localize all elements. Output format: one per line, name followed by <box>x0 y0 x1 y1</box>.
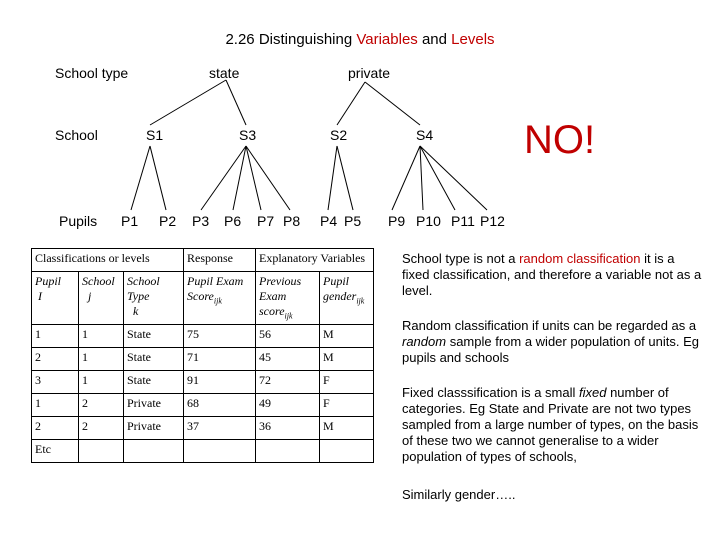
school-header-label: School <box>82 274 115 288</box>
private-node: private <box>348 65 391 81</box>
table-sub-header-row <box>32 272 374 325</box>
pupils-row-label: Pupils <box>59 213 98 229</box>
note2-italic: random <box>402 334 447 349</box>
table-cell: 75 <box>184 325 256 348</box>
note2-text-a: Random classification if units can be regarded as a <box>402 318 697 333</box>
school-type-header-index: k <box>133 304 139 318</box>
gender-header <box>320 272 374 325</box>
table-cell: 49 <box>256 394 320 417</box>
table-cell: State <box>124 325 184 348</box>
exam-score-header-subscript: ijk <box>213 296 222 306</box>
table-cell: State <box>124 371 184 394</box>
table-cell: 2 <box>32 348 79 371</box>
classifications-header: Classifications or levels <box>32 249 184 272</box>
pupil-node: P8 <box>283 213 301 229</box>
school-type-row-label: School type <box>55 65 129 81</box>
table-row <box>32 417 374 440</box>
state-node: state <box>209 65 240 81</box>
pupil-node: P12 <box>480 213 505 229</box>
title-and: and <box>417 31 452 48</box>
table-row <box>32 325 374 348</box>
note3-italic: fixed <box>579 385 607 400</box>
pupil-node: P3 <box>192 213 210 229</box>
table-cell <box>256 440 320 463</box>
no-exclamation: NO! <box>524 118 596 162</box>
pupil-node: P1 <box>121 213 139 229</box>
table-cell: 1 <box>32 394 79 417</box>
pupil-node: P10 <box>416 213 441 229</box>
table-cell: 3 <box>32 371 79 394</box>
table-cell: M <box>320 348 374 371</box>
table-row <box>32 348 374 371</box>
pupil-node: P2 <box>159 213 177 229</box>
note-fixed-classification <box>402 385 702 465</box>
table-cell: 37 <box>184 417 256 440</box>
table-cell <box>124 440 184 463</box>
school-type-header <box>124 272 184 325</box>
school-node-s2: S2 <box>330 127 348 143</box>
pupil-node: P5 <box>344 213 362 229</box>
table-cell: 71 <box>184 348 256 371</box>
pupil-node: P7 <box>257 213 275 229</box>
table-cell <box>320 440 374 463</box>
table-cell: Private <box>124 394 184 417</box>
table-cell: F <box>320 394 374 417</box>
response-header: Response <box>184 249 256 272</box>
pupil-header <box>32 272 79 325</box>
table-cell: 68 <box>184 394 256 417</box>
table-cell: 2 <box>79 417 124 440</box>
pupil-node: P9 <box>388 213 406 229</box>
table-cell: 91 <box>184 371 256 394</box>
table-cell: State <box>124 348 184 371</box>
table-cell: 56 <box>256 325 320 348</box>
note1-text-a: School type is not a <box>402 251 520 266</box>
school-node-s1: S1 <box>146 127 164 143</box>
table-cell: 45 <box>256 348 320 371</box>
previous-score-header-subscript: ijk <box>284 311 293 321</box>
data-table <box>31 248 374 463</box>
school-node-s4: S4 <box>416 127 434 143</box>
exam-score-header <box>184 272 256 325</box>
table-cell: 1 <box>79 325 124 348</box>
gender-header-subscript: ijk <box>356 296 365 306</box>
table-cell-etc: Etc <box>32 440 79 463</box>
pupil-node: P6 <box>224 213 242 229</box>
pupil-node: P11 <box>451 213 475 229</box>
explanatory-header: Explanatory Variables <box>256 249 374 272</box>
pupil-header-label: Pupil <box>35 274 61 288</box>
note1-highlight: random classification <box>519 251 641 266</box>
school-node-s3: S3 <box>239 127 257 143</box>
table-cell <box>184 440 256 463</box>
table-cell: 1 <box>79 348 124 371</box>
gender-header-label: Pupil gender <box>323 274 357 303</box>
table-cell: 72 <box>256 371 320 394</box>
table-cell: 2 <box>32 417 79 440</box>
note3-text-a: Fixed classsification is a small <box>402 385 579 400</box>
table-cell: M <box>320 417 374 440</box>
previous-score-header <box>256 272 320 325</box>
pupil-node: P4 <box>320 213 338 229</box>
table-cell: 36 <box>256 417 320 440</box>
table-cell: 1 <box>32 325 79 348</box>
title-variables: Variables <box>356 31 418 48</box>
school-type-header-label: School Type <box>127 274 160 303</box>
note-similarly-gender: Similarly gender….. <box>402 487 516 502</box>
exam-score-header-label: Pupil Exam Score <box>187 274 244 303</box>
table-cell <box>79 440 124 463</box>
previous-score-header-label: Previous Exam score <box>259 274 302 318</box>
school-header <box>79 272 124 325</box>
table-cell: 2 <box>79 394 124 417</box>
note1-text-b: it is a fixed classification, and therefore a variable not as a level. <box>402 251 702 298</box>
school-row-label: School <box>55 127 98 143</box>
table-cell: M <box>320 325 374 348</box>
table-group-header-row <box>32 249 374 272</box>
table-cell: Private <box>124 417 184 440</box>
note-random-classification <box>402 251 702 299</box>
table-cell: F <box>320 371 374 394</box>
table-row <box>32 394 374 417</box>
note3-text-b: number of categories. Eg State and Private are not two types sampled from a large number of types, on the basis of these two we cannot generalise to a wider population of types of schools, <box>402 385 699 464</box>
table-row-etc <box>32 440 374 463</box>
note-random-definition <box>402 318 702 366</box>
school-header-index: j <box>88 289 92 303</box>
table-cell: 1 <box>79 371 124 394</box>
note2-text-b: sample from a wider population of units. Eg pupils and schools <box>402 334 699 365</box>
title-prefix: 2.26 Distinguishing <box>225 31 357 48</box>
table-row <box>32 371 374 394</box>
pupil-header-index: I <box>38 289 42 303</box>
title-levels: Levels <box>451 31 495 48</box>
